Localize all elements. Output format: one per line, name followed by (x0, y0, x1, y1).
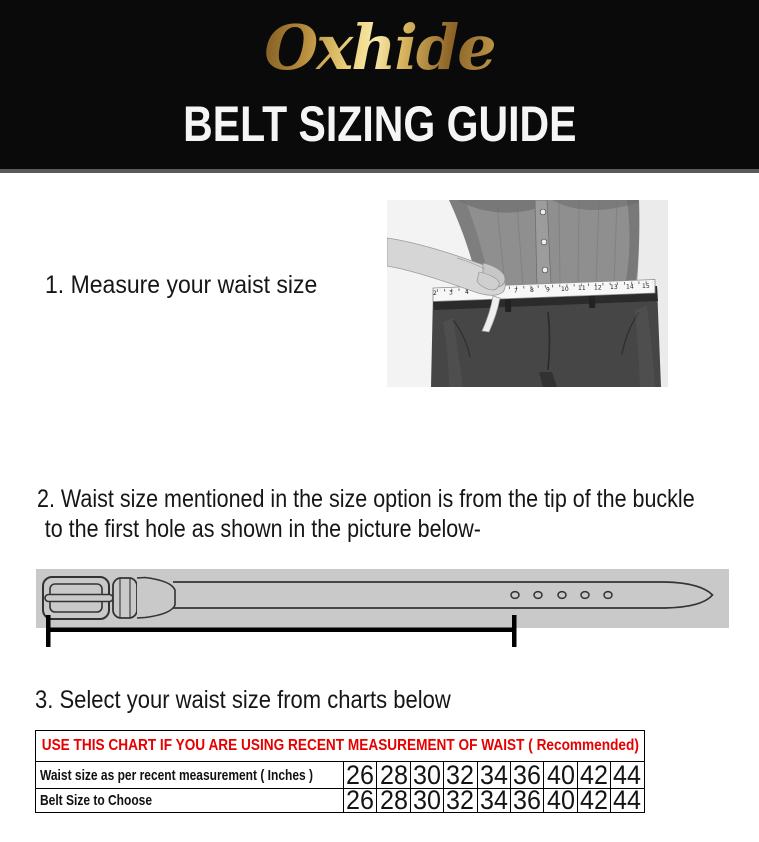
belt-size-value: 30 (411, 789, 444, 813)
belt-size-value: 42 (578, 789, 611, 813)
size-chart-header-row (36, 731, 645, 762)
step-1-text: 1. Measure your waist size (45, 271, 318, 299)
waist-size-value: 44 (611, 762, 644, 789)
shirt-button (541, 239, 547, 245)
svg-text:13: 13 (610, 284, 618, 292)
belt-size-row (36, 785, 645, 815)
brand-logo-wrap (0, 2, 759, 94)
brand-logo: Oxhide (264, 2, 494, 94)
belt-size-row-label-cell (36, 789, 344, 813)
step-2-text (37, 484, 695, 544)
belt-size-value: 34 (478, 789, 511, 813)
svg-text:10: 10 (561, 285, 569, 293)
svg-text:14: 14 (626, 283, 634, 291)
belt-size-value: 36 (511, 789, 544, 813)
step-3-text: 3. Select your waist size from charts below (35, 686, 451, 714)
waist-size-value: 32 (444, 762, 477, 789)
svg-text:3: 3 (449, 289, 453, 297)
shirt-button (542, 267, 548, 273)
waist-size-value: 28 (377, 762, 410, 789)
belt-keeper (113, 578, 137, 618)
step-2-line-2: to the first hole as shown in the picture below- (44, 515, 481, 543)
size-chart-header-label: USE THIS CHART IF YOU ARE USING RECENT MEASUREMENT OF WAIST ( Recommended) (41, 737, 639, 754)
belt-size-row-label: Belt Size to Choose (40, 792, 153, 809)
svg-text:7: 7 (514, 287, 518, 295)
svg-text:9: 9 (546, 286, 550, 294)
step-2-line-1: 2. Waist size mentioned in the size option is from the tip of the buckle (37, 485, 695, 513)
waist-size-row-label-cell (36, 762, 344, 789)
waist-size-value: 40 (544, 762, 577, 789)
size-chart (35, 730, 645, 813)
waist-size-value: 30 (411, 762, 444, 789)
waist-measurement-photo (387, 200, 668, 387)
belt-size-value: 32 (444, 789, 477, 813)
belt-size-value: 40 (544, 789, 577, 813)
waist-size-value: 36 (511, 762, 544, 789)
belt-size-value: 44 (611, 789, 644, 813)
waist-size-value: 42 (578, 762, 611, 789)
svg-text:4: 4 (465, 289, 469, 296)
size-chart-header-cell (36, 731, 645, 762)
shirt-button (540, 209, 546, 215)
belt-size-value: 28 (377, 789, 410, 813)
waist-size-value: 34 (478, 762, 511, 789)
waist-size-row-label: Waist size as per recent measurement ( Inches ) (40, 766, 313, 784)
svg-text:15: 15 (642, 283, 650, 291)
page-title-wrap (0, 96, 759, 152)
waist-size-value: 26 (344, 762, 377, 789)
pants (431, 283, 661, 387)
page-title: BELT SIZING GUIDE (182, 96, 577, 152)
belt-diagram (25, 565, 735, 655)
svg-text:12: 12 (594, 284, 602, 292)
belt-size-value: 26 (344, 789, 377, 813)
svg-text:8: 8 (530, 286, 534, 294)
svg-text:2: 2 (433, 290, 437, 297)
header-banner (0, 0, 759, 173)
svg-text:11: 11 (578, 285, 586, 293)
